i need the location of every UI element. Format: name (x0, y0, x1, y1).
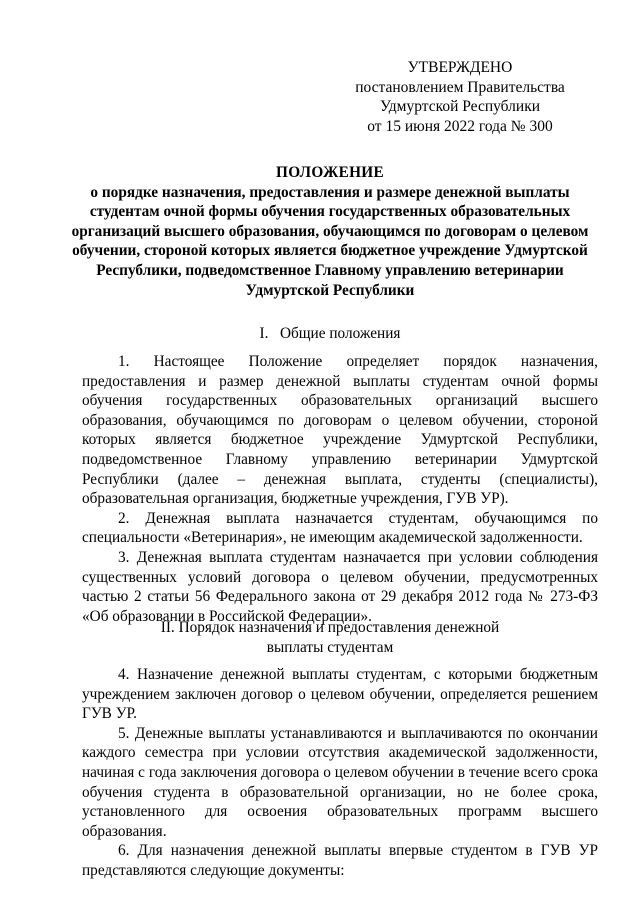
document-title (60, 163, 600, 300)
section-body-general (82, 352, 598, 626)
paragraph: 4. Назначение денежной выплаты студентам, с которыми бюджетным учреждением заключен договор о целевом обучении, определяется решением ГУВ УР. (82, 666, 598, 723)
paragraph: 3. Денежная выплата студентам назначается при условии соблюдения существенных условий договора о целевом обучении, предусмотренных частью 2 статьи 56 Федерального закона от 29 декабря 2012 года № 273-ФЗ «Об образовании в Российской Федерации». (82, 548, 598, 625)
approval-stamp (340, 58, 580, 136)
title-line: о порядке назначения, предоставления и размере денежной выплаты (90, 183, 570, 201)
section-heading-general: I. Общие положения (259, 325, 401, 342)
approval-label: УТВЕРЖДЕНО (407, 59, 513, 76)
paragraph: 5. Денежные выплаты устанавливаются и выплачиваются по окончании каждого семестра при условии отсутствия академической задолженности, начиная с года заключения договора о целевом обучении в течение всего срока обучения студента в образовательной организации, но не более срока, установленного для освоения образовательных программ высшего образования. (82, 724, 598, 840)
approval-authority: Удмуртской Республики (379, 98, 541, 115)
paragraph: 1. Настоящее Положение определяет порядок назначения, предоставления и размер денежной выплаты студентам очной формы обучения государственных образовательных организаций высшего образования, обучающимся по договорам о целевом обучении, стороной которых является бюджетное учреждение Удмуртской Республики, подведомственное Главному управлению ветеринарии Удмуртской Республики (далее – денежная выплата, студенты (специалисты), образовательная организация, бюджетные учреждения, ГУВ УР). (82, 353, 598, 508)
approval-date: от 15 июня 2022 года № 300 (367, 117, 553, 135)
approval-decree: постановлением Правительства (355, 78, 565, 96)
title-line: организаций высшего образования, обучающимся по договорам о целевом (71, 222, 589, 240)
paragraph: 2. Денежная выплата назначается студентам, обучающимся по специальности «Ветеринария», не имеющим академической задолженности. (82, 509, 598, 547)
section-heading-line: II. Порядок назначения и предоставления денежной (160, 619, 500, 636)
paragraph: 6. Для назначения денежной выплаты впервые студентом в ГУВ УР представляются следующие документы: (82, 842, 598, 879)
section-heading-line: выплаты студентам (266, 638, 394, 656)
section-body-procedure (82, 665, 598, 881)
title-line: Республики, подведомственное Главному управлению ветеринарии (96, 261, 564, 279)
title-main: ПОЛОЖЕНИЕ (276, 164, 384, 181)
title-line: студентам очной формы обучения государственных образовательных (89, 203, 571, 221)
title-line: обучении, стороной которых является бюджетное учреждение Удмуртской (72, 242, 588, 260)
section-heading-procedure (60, 618, 600, 657)
title-line: Удмуртской Республики (245, 281, 415, 299)
